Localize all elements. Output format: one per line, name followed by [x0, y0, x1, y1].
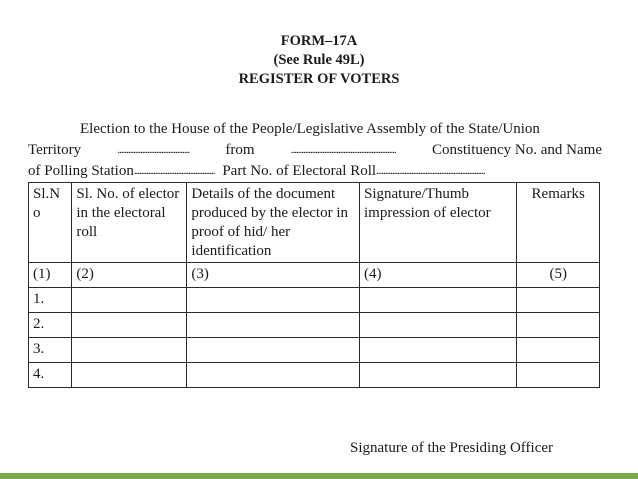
part-no-label: Part No. of Electoral Roll [222, 163, 377, 179]
polling-station-blank[interactable]: .............................................. [133, 165, 215, 177]
table-cell[interactable] [517, 288, 600, 313]
register-table [28, 182, 600, 388]
column-number-row [29, 263, 600, 288]
form-title: FORM–17A [280, 33, 358, 49]
row-serial: 3. [29, 338, 72, 363]
table-cell[interactable] [517, 363, 600, 388]
table-cell[interactable] [72, 363, 187, 388]
header-document-details: Details of the document produced by the elector in proof of hid/ her identification [187, 183, 360, 263]
polling-station-label: of Polling Station [28, 163, 134, 179]
table-row [29, 313, 600, 338]
table-cell[interactable] [360, 338, 517, 363]
row-serial: 2. [29, 313, 72, 338]
form-header [0, 32, 638, 89]
row-serial: 1. [29, 288, 72, 313]
table-row [29, 288, 600, 313]
territory-blank[interactable]: ......................................... [117, 144, 190, 156]
part-no-blank[interactable]: .............................................................. [376, 165, 485, 177]
constituency-label: Constituency No. and Name [432, 142, 602, 158]
territory-label: Territory [28, 142, 82, 158]
column-number: (3) [187, 263, 360, 288]
table-cell[interactable] [187, 313, 360, 338]
table-cell[interactable] [187, 363, 360, 388]
presiding-officer-signature: Signature of the Presiding Officer [350, 440, 554, 456]
intro-line-3 [28, 161, 602, 182]
from-label: from [225, 142, 255, 158]
table-cell[interactable] [72, 313, 187, 338]
intro-paragraph [28, 119, 602, 182]
column-number: (4) [360, 263, 517, 288]
register-title: REGISTER OF VOTERS [238, 71, 400, 87]
column-number: (1) [29, 263, 72, 288]
header-serial-no: Sl.N o [29, 183, 72, 263]
column-number: (2) [72, 263, 187, 288]
table-header-row [29, 183, 600, 263]
from-blank[interactable]: ............................................................ [290, 144, 396, 156]
header-signature-thumb: Signature/Thumb impression of elector [360, 183, 517, 263]
table-cell[interactable] [360, 313, 517, 338]
intro-line-2 [28, 140, 602, 161]
table-row [29, 363, 600, 388]
table-cell[interactable] [187, 288, 360, 313]
intro-election-text: Election to the House of the People/Legislative Assembly of the State/Union [80, 121, 540, 137]
table-cell[interactable] [72, 338, 187, 363]
table-cell[interactable] [72, 288, 187, 313]
table-cell[interactable] [187, 338, 360, 363]
bottom-accent-bar [0, 473, 638, 479]
header-elector-serial: Sl. No. of elector in the electoral roll [72, 183, 187, 263]
table-cell[interactable] [360, 288, 517, 313]
table-cell[interactable] [517, 338, 600, 363]
header-remarks: Remarks [517, 183, 600, 263]
column-number: (5) [517, 263, 600, 288]
intro-line-1 [28, 119, 602, 140]
table-row [29, 338, 600, 363]
table-cell[interactable] [360, 363, 517, 388]
rule-reference: (See Rule 49L) [273, 52, 365, 68]
row-serial: 4. [29, 363, 72, 388]
table-cell[interactable] [517, 313, 600, 338]
